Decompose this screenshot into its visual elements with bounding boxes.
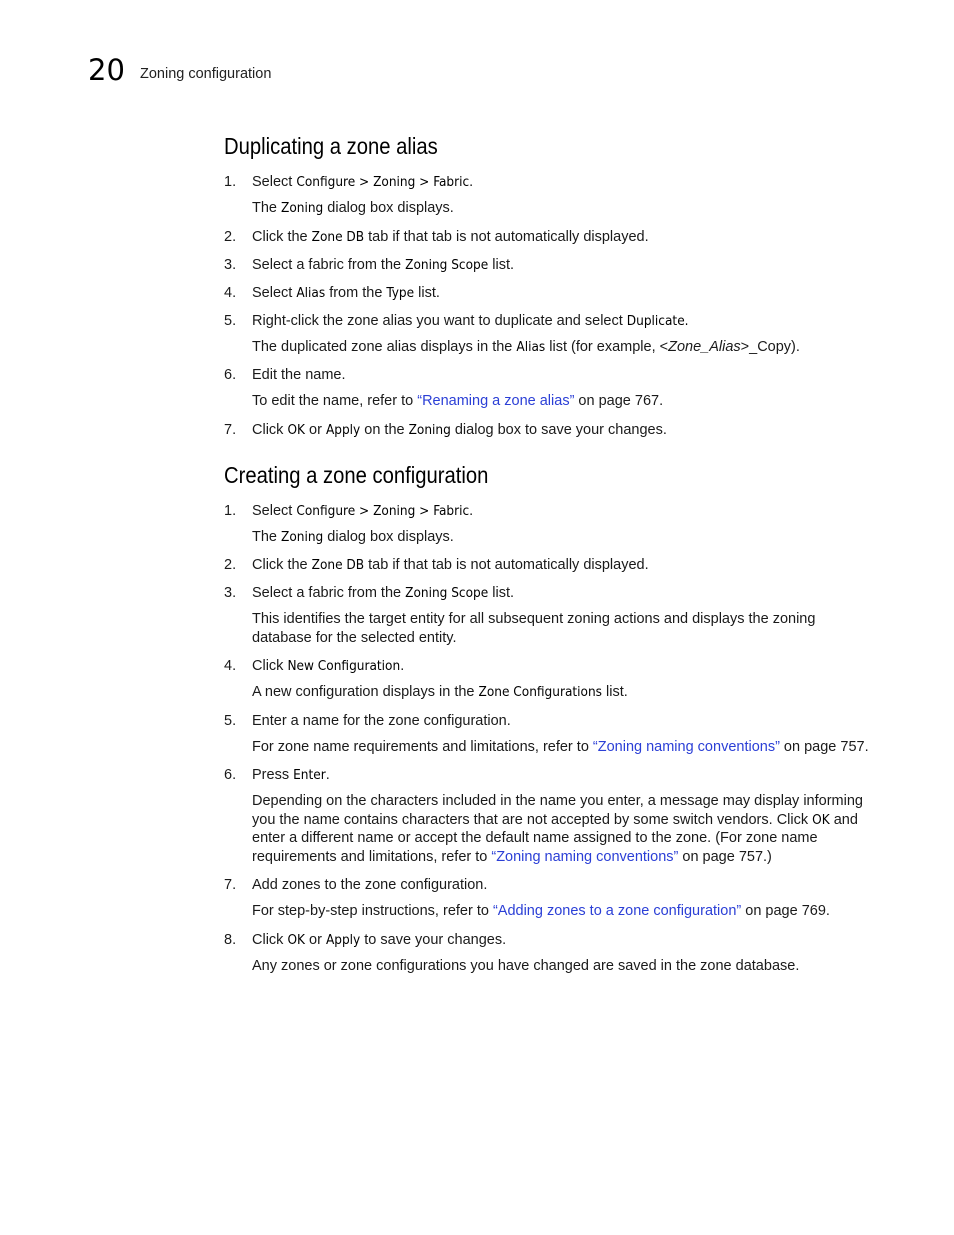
ui-label: Zone Configurations bbox=[478, 684, 602, 700]
text: dialog box displays. bbox=[323, 200, 454, 216]
step-2 bbox=[224, 228, 874, 246]
step-note bbox=[252, 392, 874, 411]
text: list. bbox=[488, 585, 515, 601]
ui-label: OK bbox=[812, 811, 830, 828]
chapter-number: 20 bbox=[88, 53, 125, 87]
step-number: 3. bbox=[224, 256, 237, 273]
step-1 bbox=[224, 173, 874, 191]
step-text bbox=[252, 766, 874, 784]
step-text bbox=[252, 284, 874, 302]
text: dialog box to save your changes. bbox=[450, 421, 667, 438]
text: on page 757.) bbox=[678, 848, 772, 865]
step-text bbox=[252, 312, 874, 330]
text: to save your changes. bbox=[360, 931, 507, 948]
ui-label: Type bbox=[386, 284, 415, 301]
text: . bbox=[400, 658, 405, 674]
text: . bbox=[469, 174, 474, 190]
text: Click bbox=[252, 421, 288, 438]
step-number: 5. bbox=[224, 712, 237, 729]
step-7 bbox=[224, 876, 874, 894]
step-text: Edit the name. bbox=[252, 367, 346, 383]
running-title: Zoning configuration bbox=[140, 66, 272, 82]
step-6 bbox=[224, 366, 874, 384]
text: To edit the name, refer to bbox=[252, 393, 418, 409]
ui-label: Zoning Scope bbox=[405, 256, 489, 273]
step-number: 5. bbox=[224, 312, 237, 329]
ui-label: Zone DB bbox=[311, 557, 365, 573]
text: on page 757. bbox=[779, 738, 869, 755]
ui-label: Configure > Zoning > Fabric bbox=[296, 174, 470, 190]
text: The bbox=[252, 528, 282, 545]
text: The duplicated zone alias displays in the bbox=[252, 338, 517, 355]
step-text bbox=[252, 256, 874, 274]
text: and enter a different name or accept the default name assigned to the zone. (For zone name requirements and limitations, refer to bbox=[252, 811, 858, 865]
text: tab if that tab is not automatically displayed. bbox=[364, 557, 649, 573]
step-4 bbox=[224, 657, 874, 675]
step-text bbox=[252, 421, 874, 439]
text: For zone name requirements and limitations, refer to bbox=[252, 738, 593, 755]
text: or bbox=[304, 421, 326, 438]
ui-label: Apply bbox=[325, 931, 361, 948]
step-note bbox=[252, 792, 874, 866]
text: Select bbox=[252, 502, 297, 519]
text: Click the bbox=[252, 557, 312, 573]
text: . bbox=[325, 767, 330, 783]
step-number: 2. bbox=[224, 228, 237, 245]
step-number: 8. bbox=[224, 931, 237, 948]
step-number: 6. bbox=[224, 767, 237, 783]
step-text bbox=[252, 173, 874, 191]
ui-label: OK bbox=[287, 931, 305, 948]
ui-label: Zone DB bbox=[311, 228, 365, 245]
ui-label: Enter bbox=[293, 767, 326, 783]
ui-label: Apply bbox=[325, 421, 361, 438]
step-number: 2. bbox=[224, 557, 237, 573]
text: Depending on the characters included in the name you enter, a message may display informing you the name contains characters that are not accepted by some switch vendors. Click bbox=[252, 793, 863, 828]
step-note bbox=[252, 199, 874, 218]
step-note bbox=[252, 683, 874, 702]
page-content bbox=[224, 129, 874, 985]
ui-label: Configure > Zoning > Fabric bbox=[296, 502, 470, 519]
cross-reference-link[interactable]: “Adding zones to a zone configuration” bbox=[492, 903, 742, 919]
text: from the bbox=[325, 284, 387, 301]
text: on page 769. bbox=[741, 903, 830, 919]
text: The bbox=[252, 200, 282, 216]
text: Select bbox=[252, 174, 297, 190]
cross-reference-link[interactable]: “Renaming a zone alias” bbox=[417, 393, 575, 409]
text: on page 767. bbox=[574, 393, 664, 409]
ui-label: Zoning Scope bbox=[405, 585, 489, 601]
step-text bbox=[252, 556, 874, 574]
text: list. bbox=[601, 684, 628, 700]
step-number: 1. bbox=[224, 174, 237, 190]
step-number: 3. bbox=[224, 585, 237, 601]
section-title-duplicating-alias: Duplicating a zone alias bbox=[224, 133, 438, 159]
text: tab if that tab is not automatically displayed. bbox=[364, 228, 649, 245]
step-number: 6. bbox=[224, 367, 237, 383]
step-text: Add zones to the zone configuration. bbox=[252, 877, 488, 893]
text: Press bbox=[252, 767, 294, 783]
step-text bbox=[252, 584, 874, 602]
ui-label: Zoning bbox=[408, 421, 451, 438]
step-note bbox=[252, 528, 874, 547]
step-note bbox=[252, 338, 874, 357]
step-7 bbox=[224, 421, 874, 439]
ui-label: Duplicate. bbox=[626, 312, 689, 329]
ui-label: OK bbox=[287, 421, 305, 438]
step-5 bbox=[224, 712, 874, 730]
step-text bbox=[252, 502, 874, 520]
text: list. bbox=[414, 284, 440, 301]
step-1 bbox=[224, 502, 874, 520]
placeholder-text: Zone_Alias bbox=[668, 338, 741, 355]
step-note bbox=[252, 902, 874, 921]
text: or bbox=[304, 931, 326, 948]
section-title-creating-configuration: Creating a zone configuration bbox=[224, 461, 489, 488]
text: Select a fabric from the bbox=[252, 585, 406, 601]
step-6 bbox=[224, 766, 874, 784]
step-8 bbox=[224, 931, 874, 949]
step-number: 4. bbox=[224, 658, 237, 674]
step-text bbox=[252, 657, 874, 675]
text: Select bbox=[252, 284, 297, 301]
step-4 bbox=[224, 284, 874, 302]
text: A new configuration displays in the bbox=[252, 684, 479, 700]
text: Click bbox=[252, 658, 288, 674]
ui-label: New Configuration bbox=[287, 658, 401, 674]
step-text: Enter a name for the zone configuration. bbox=[252, 712, 511, 729]
step-note: This identifies the target entity for all subsequent zoning actions and displays the zoning database for the selected entity. bbox=[252, 611, 816, 646]
step-text bbox=[252, 228, 874, 246]
text: . bbox=[469, 502, 474, 519]
ui-label: Alias bbox=[516, 338, 546, 355]
text: For step-by-step instructions, refer to bbox=[252, 903, 493, 919]
step-3 bbox=[224, 584, 874, 602]
cross-reference-link[interactable]: “Zoning naming conventions” bbox=[592, 738, 780, 755]
step-2 bbox=[224, 556, 874, 574]
text: list (for example, < bbox=[545, 338, 669, 355]
text: Click bbox=[252, 931, 288, 948]
text: Click the bbox=[252, 228, 312, 245]
step-number: 4. bbox=[224, 284, 237, 301]
text: Select a fabric from the bbox=[252, 256, 406, 273]
step-note bbox=[252, 738, 874, 757]
text: list. bbox=[488, 256, 515, 273]
ui-label: Zoning bbox=[281, 528, 324, 545]
step-number: 7. bbox=[224, 877, 237, 893]
cross-reference-link[interactable]: “Zoning naming conventions” bbox=[491, 848, 679, 865]
step-3 bbox=[224, 256, 874, 274]
step-number: 7. bbox=[224, 421, 237, 438]
text: Right-click the zone alias you want to duplicate and select bbox=[252, 312, 627, 329]
text: >_Copy). bbox=[740, 338, 800, 355]
ui-label: Alias bbox=[296, 284, 326, 301]
text: on the bbox=[360, 421, 409, 438]
step-text bbox=[252, 931, 874, 949]
step-number: 1. bbox=[224, 502, 237, 519]
step-5 bbox=[224, 312, 874, 330]
text: dialog box displays. bbox=[323, 528, 454, 545]
step-note: Any zones or zone configurations you have changed are saved in the zone database. bbox=[252, 957, 800, 974]
ui-label: Zoning bbox=[281, 200, 324, 216]
